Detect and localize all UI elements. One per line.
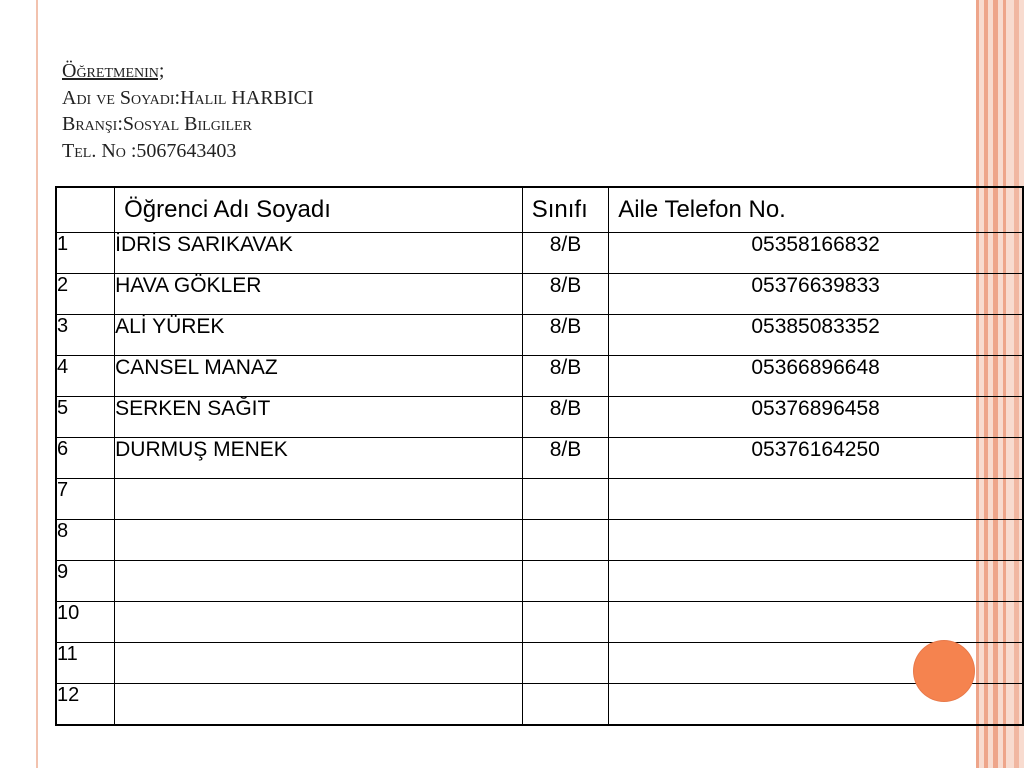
family-phone bbox=[609, 602, 1023, 643]
left-border-line bbox=[36, 0, 38, 768]
student-class bbox=[522, 684, 608, 726]
student-name bbox=[115, 520, 523, 561]
table-row bbox=[56, 315, 1023, 356]
student-class: 8/B bbox=[522, 397, 608, 438]
table-row bbox=[56, 356, 1023, 397]
student-name: HAVA GÖKLER bbox=[115, 274, 523, 315]
header-student-name-label: Öğrenci Adı Soyadı bbox=[124, 196, 331, 223]
row-number: 8 bbox=[56, 520, 115, 561]
family-phone bbox=[609, 561, 1023, 602]
student-class: 8/B bbox=[522, 274, 608, 315]
student-class bbox=[522, 479, 608, 520]
table-row bbox=[56, 438, 1023, 479]
student-class bbox=[522, 520, 608, 561]
table-row bbox=[56, 520, 1023, 561]
header-family-phone bbox=[609, 187, 1023, 233]
family-phone: 05376639833 bbox=[609, 274, 1023, 315]
row-number: 11 bbox=[56, 643, 115, 684]
table-row bbox=[56, 397, 1023, 438]
student-class bbox=[522, 561, 608, 602]
teacher-name: Adı ve Soyadı:Halil HARBICI bbox=[62, 86, 314, 109]
row-number: 6 bbox=[56, 438, 115, 479]
student-name bbox=[115, 561, 523, 602]
table-row bbox=[56, 602, 1023, 643]
table-row bbox=[56, 684, 1023, 726]
row-number: 5 bbox=[56, 397, 115, 438]
table-row bbox=[56, 643, 1023, 684]
header-student-name bbox=[115, 187, 523, 233]
student-class: 8/B bbox=[522, 315, 608, 356]
table-row bbox=[56, 274, 1023, 315]
student-name: CANSEL MANAZ bbox=[115, 356, 523, 397]
student-class bbox=[522, 602, 608, 643]
row-number: 7 bbox=[56, 479, 115, 520]
row-number: 1 bbox=[56, 233, 115, 274]
decorative-circle bbox=[914, 641, 974, 701]
header-family-phone-label: Aile Telefon No. bbox=[618, 196, 786, 223]
teacher-info bbox=[62, 58, 314, 164]
family-phone: 05376896458 bbox=[609, 397, 1023, 438]
table-row bbox=[56, 561, 1023, 602]
student-class: 8/B bbox=[522, 438, 608, 479]
row-number: 3 bbox=[56, 315, 115, 356]
student-class bbox=[522, 643, 608, 684]
student-name bbox=[115, 602, 523, 643]
family-phone bbox=[609, 479, 1023, 520]
header-class bbox=[522, 187, 608, 233]
row-number: 4 bbox=[56, 356, 115, 397]
student-name: DURMUŞ MENEK bbox=[115, 438, 523, 479]
student-class: 8/B bbox=[522, 233, 608, 274]
student-name: SERKEN SAĞIT bbox=[115, 397, 523, 438]
family-phone: 05358166832 bbox=[609, 233, 1023, 274]
teacher-title: Öğretmenin; bbox=[62, 60, 165, 82]
table-row bbox=[56, 479, 1023, 520]
family-phone: 05385083352 bbox=[609, 315, 1023, 356]
row-number: 2 bbox=[56, 274, 115, 315]
table-row bbox=[56, 233, 1023, 274]
student-name: İDRİS SARIKAVAK bbox=[115, 233, 523, 274]
student-class: 8/B bbox=[522, 356, 608, 397]
student-name bbox=[115, 684, 523, 726]
row-number: 10 bbox=[56, 602, 115, 643]
family-phone: 05376164250 bbox=[609, 438, 1023, 479]
family-phone bbox=[609, 520, 1023, 561]
student-name: ALİ YÜREK bbox=[115, 315, 523, 356]
table-header-row bbox=[56, 187, 1023, 233]
teacher-branch: Branşı:Sosyal Bilgiler bbox=[62, 113, 252, 135]
student-name bbox=[115, 479, 523, 520]
header-number bbox=[56, 187, 115, 233]
student-name bbox=[115, 643, 523, 684]
teacher-phone: Tel. No :5067643403 bbox=[62, 139, 237, 162]
row-number: 9 bbox=[56, 561, 115, 602]
student-table bbox=[55, 186, 1024, 726]
header-class-label: Sınıfı bbox=[531, 196, 588, 223]
row-number: 12 bbox=[56, 684, 115, 726]
family-phone: 05366896648 bbox=[609, 356, 1023, 397]
